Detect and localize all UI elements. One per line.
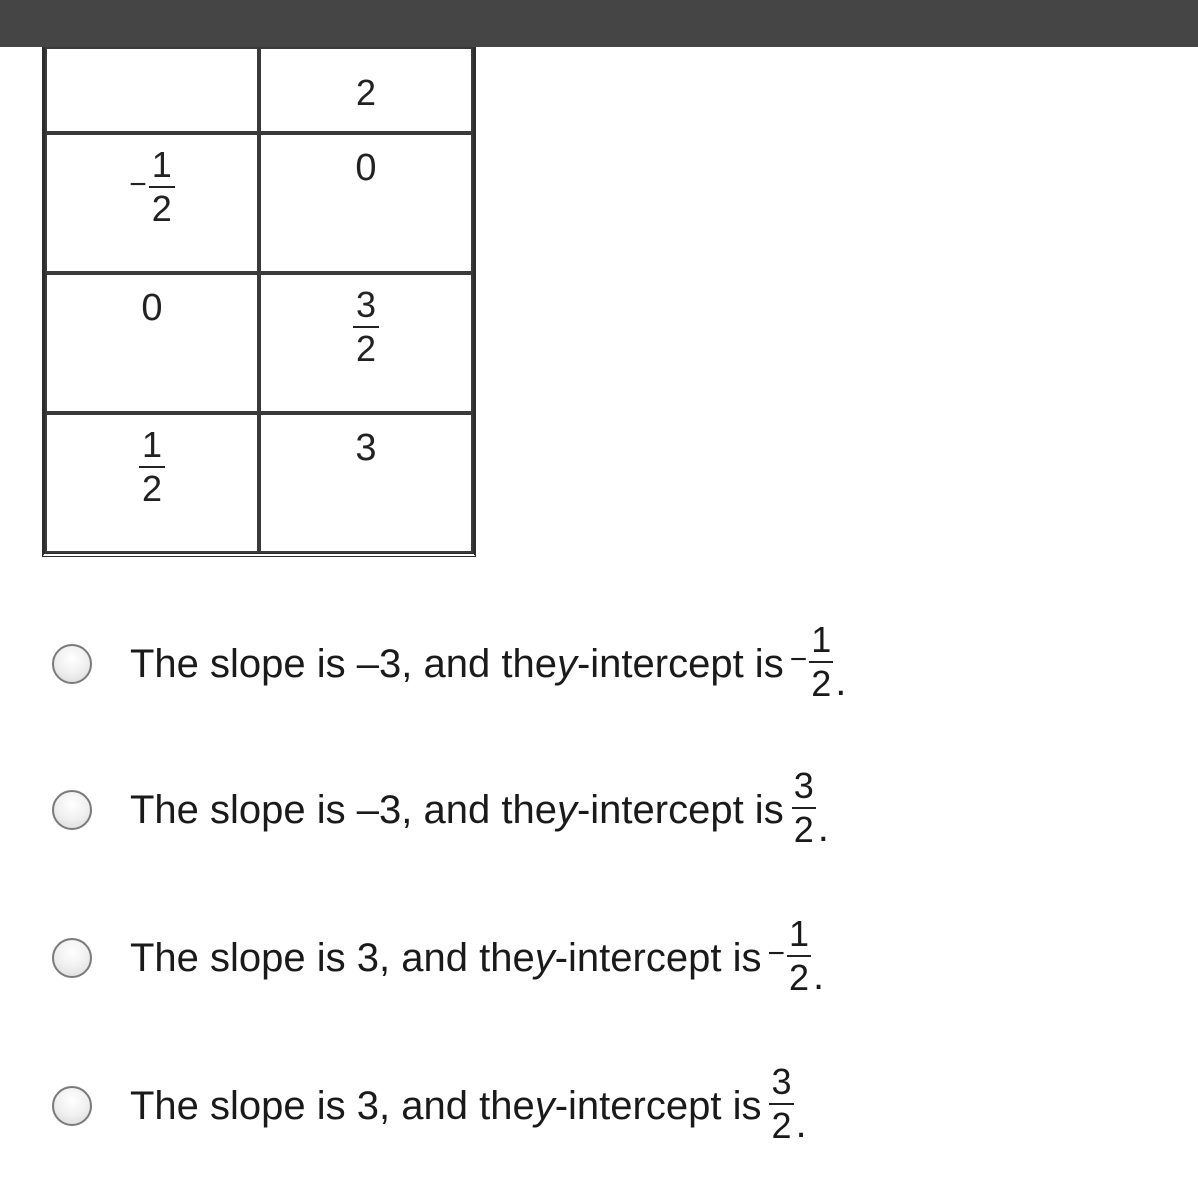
table-row — [45, 47, 473, 133]
fraction-denominator: 2 — [355, 328, 377, 369]
fraction-numerator: 1 — [151, 144, 172, 185]
radio-button[interactable] — [52, 1086, 92, 1126]
fraction-numerator: 3 — [355, 284, 377, 325]
answer-option-3[interactable] — [52, 908, 824, 1008]
fraction-denominator: 2 — [355, 75, 377, 113]
fraction-sign: − — [129, 168, 147, 201]
option-label: The slope is 3, and the y -intercept is $\frac{3}{2}$ . — [130, 1061, 807, 1146]
values-table — [42, 47, 476, 557]
fraction-numerator: 1 — [141, 424, 163, 465]
fraction-sign: − — [767, 937, 785, 970]
fraction — [792, 765, 816, 850]
fraction-denominator: 2 — [141, 468, 163, 509]
answer-option-2[interactable] — [52, 760, 829, 860]
radio-button[interactable] — [52, 790, 92, 830]
fraction — [149, 144, 175, 229]
fraction — [787, 913, 811, 998]
cell-value: 0 — [355, 147, 377, 189]
table-row — [45, 413, 473, 553]
radio-button[interactable] — [52, 644, 92, 684]
values-table-container — [42, 47, 476, 557]
fraction — [809, 619, 833, 704]
fraction-numerator: 3 — [771, 1061, 792, 1102]
fraction-sign: − — [789, 643, 808, 676]
table-cell-y — [259, 133, 473, 273]
fraction-denominator: 2 — [151, 188, 172, 229]
cell-value: 0 — [141, 287, 163, 329]
fraction-denominator: 2 — [789, 957, 810, 998]
fraction — [769, 1061, 793, 1146]
fraction-numerator: 1 — [789, 913, 810, 954]
table-cell-x — [45, 47, 259, 133]
table-cell-x — [45, 273, 259, 413]
fraction-denominator: 2 — [771, 1105, 792, 1146]
top-bar — [0, 0, 1198, 47]
table-cell-y — [259, 47, 473, 133]
table-cell-y — [259, 413, 473, 553]
option-label: The slope is –3, and the y -intercept is − $\frac{1}{2}$ . — [130, 619, 847, 704]
partial-fraction — [353, 75, 379, 115]
cell-value: 3 — [355, 427, 377, 469]
table-row — [45, 133, 473, 273]
table-cell-x — [45, 413, 259, 553]
fraction-denominator: 2 — [811, 663, 832, 704]
table-cell-x — [45, 133, 259, 273]
fraction-numerator: 1 — [811, 619, 832, 660]
table-row — [45, 273, 473, 413]
fraction-numerator: 3 — [793, 765, 814, 806]
table-cell-y — [259, 273, 473, 413]
option-label: The slope is –3, and the y -intercept is $\frac{3}{2}$ . — [130, 765, 829, 850]
fraction-denominator: 2 — [793, 809, 814, 850]
fraction — [353, 284, 379, 369]
option-label: The slope is 3, and the y -intercept is − $\frac{1}{2}$ . — [130, 913, 825, 998]
answer-option-1[interactable] — [52, 614, 846, 714]
answer-option-4[interactable] — [52, 1056, 807, 1156]
fraction — [139, 424, 165, 509]
radio-button[interactable] — [52, 938, 92, 978]
